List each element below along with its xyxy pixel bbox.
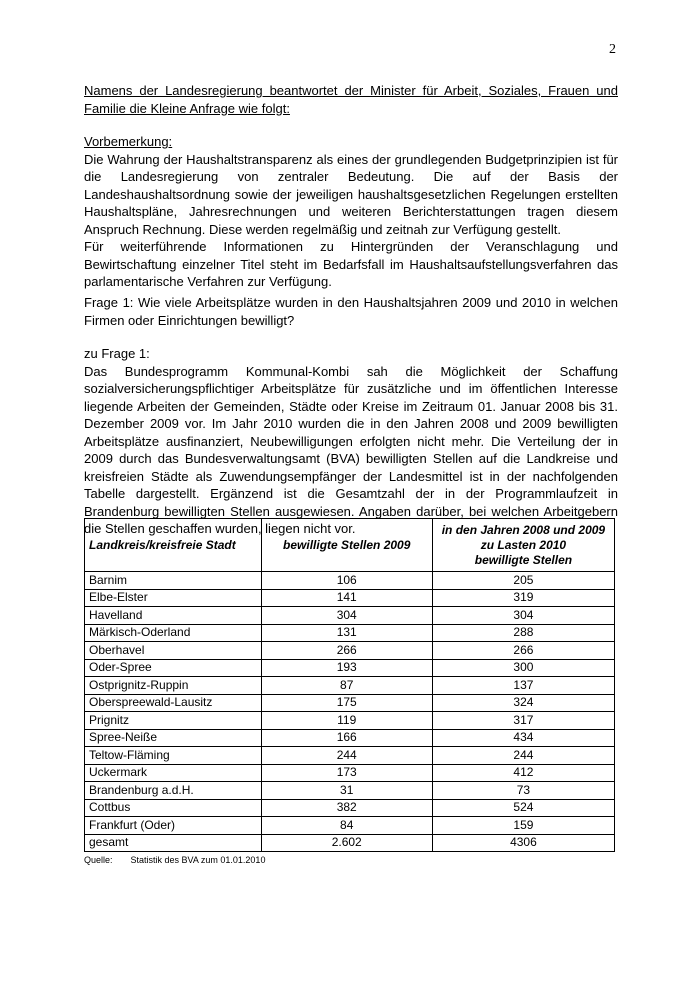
question-1: Frage 1: Wie viele Arbeitsplätze wurden in den Haushaltsjahren 2009 und 2010 in welchen Firmen oder Einrichtungen bewilligt? bbox=[84, 295, 618, 328]
cell-2009: 304 bbox=[261, 607, 432, 625]
header-total bbox=[432, 519, 614, 572]
cell-total: 319 bbox=[432, 589, 614, 607]
cell-district: Prignitz bbox=[85, 712, 262, 730]
table-row bbox=[85, 659, 615, 677]
cell-district: Ostprignitz-Ruppin bbox=[85, 677, 262, 695]
cell-2009: 106 bbox=[261, 572, 432, 590]
table-row bbox=[85, 817, 615, 835]
cell-total: 300 bbox=[432, 659, 614, 677]
cell-total: 137 bbox=[432, 677, 614, 695]
cell-total: 288 bbox=[432, 624, 614, 642]
page-number: 2 bbox=[609, 42, 616, 57]
cell-total: 4306 bbox=[432, 834, 614, 852]
cell-2009: 166 bbox=[261, 729, 432, 747]
cell-2009: 266 bbox=[261, 642, 432, 660]
cell-total: 244 bbox=[432, 747, 614, 765]
table-row bbox=[85, 712, 615, 730]
answer-1-text: Das Bundesprogramm Kommunal-Kombi sah die Möglichkeit der Schaffung sozialversicherungspflichtiger Arbeitsplätze für zusätzliche und im öffentlichen Interesse liegende Arbeiten der Gemeinden, Städte oder Kreise im Zeitraum 01. Januar 2008 bis 31. Dezember 2009 vor. Im Jahr 2010 wurden die in den Jahren 2008 und 2009 bewilligten Arbeitsplätze ausfinanziert, Neubewilligungen erfolgten nicht mehr. Die Verteilung der in 2009 durch das Bundesverwaltungsamt (BVA) bewilligten Stellen auf die Landkreise und kreisfreien Städte als Zuwendungsempfänger der Landesmittel ist in der nachfolgenden Tabelle dargestellt. Ergänzend ist die Gesamtzahl der in der Programmlaufzeit in Brandenburg bewilligten Stellen ausgewiesen. Angaben darüber, bei welchen Arbeitgebern die Stellen geschaffen wurden, liegen nicht vor. bbox=[84, 363, 618, 536]
cell-total: 266 bbox=[432, 642, 614, 660]
table-row bbox=[85, 747, 615, 765]
cell-district: Oberspreewald-Lausitz bbox=[85, 694, 262, 712]
cell-2009: 175 bbox=[261, 694, 432, 712]
header-district: Landkreis/kreisfreie Stadt bbox=[85, 519, 262, 572]
header-2009: bewilligte Stellen 2009 bbox=[261, 519, 432, 572]
cell-district: Elbe-Elster bbox=[85, 589, 262, 607]
preliminary-paragraph-1: Die Wahrung der Haushaltstransparenz als eines der grundlegenden Budgetprinzipien ist für die Landesregierung von zentraler Bedeutung. Die auf der Basis der Landeshaushaltsordnung sowie der jeweiligen haushaltsgesetzlichen Regelungen erstellten Haushaltspläne, Jahresrechnungen und weiteren Berichterstattungen tragen diesem Anspruch Rechnung. Diese werden regelmäßig und zeitnah zur Verfügung gestellt. bbox=[84, 151, 618, 237]
header-total-line-2: zu Lasten 2010 bbox=[480, 537, 567, 552]
cell-2009: 84 bbox=[261, 817, 432, 835]
preliminary-paragraph-2: Für weiterführende Informationen zu Hintergründen der Veranschlagung und Bewirtschaftung einzelner Titel steht im Bedarfsfall im Haushaltsaufstellungsverfahren das parlamentarische Verfahren zur Verfügung. bbox=[84, 239, 618, 289]
table-row bbox=[85, 729, 615, 747]
cell-district: Märkisch-Oderland bbox=[85, 624, 262, 642]
header-total-line-1: in den Jahren 2008 und 2009 bbox=[441, 522, 606, 537]
cell-2009: 131 bbox=[261, 624, 432, 642]
cell-total: 412 bbox=[432, 764, 614, 782]
cell-total: 324 bbox=[432, 694, 614, 712]
table-row bbox=[85, 624, 615, 642]
cell-2009: 31 bbox=[261, 782, 432, 800]
cell-district: Uckermark bbox=[85, 764, 262, 782]
cell-district: Havelland bbox=[85, 607, 262, 625]
table-row bbox=[85, 764, 615, 782]
cell-total: 434 bbox=[432, 729, 614, 747]
header-total-line-3: bewilligte Stellen bbox=[474, 552, 573, 567]
cell-2009: 382 bbox=[261, 799, 432, 817]
cell-total: 73 bbox=[432, 782, 614, 800]
cell-2009: 119 bbox=[261, 712, 432, 730]
positions-table bbox=[84, 518, 615, 852]
cell-2009: 173 bbox=[261, 764, 432, 782]
source-note bbox=[84, 855, 283, 865]
cell-2009: 2.602 bbox=[261, 834, 432, 852]
table-row bbox=[85, 589, 615, 607]
table-header-row bbox=[85, 519, 615, 572]
cell-2009: 87 bbox=[261, 677, 432, 695]
table-row bbox=[85, 834, 615, 852]
cell-total: 317 bbox=[432, 712, 614, 730]
cell-total: 304 bbox=[432, 607, 614, 625]
cell-district: Teltow-Fläming bbox=[85, 747, 262, 765]
cell-2009: 244 bbox=[261, 747, 432, 765]
intro-statement: Namens der Landesregierung beantwortet der Minister für Arbeit, Soziales, Frauen und Familie die Kleine Anfrage wie folgt: bbox=[84, 83, 618, 116]
cell-2009: 193 bbox=[261, 659, 432, 677]
table-row bbox=[85, 799, 615, 817]
cell-2009: 141 bbox=[261, 589, 432, 607]
source-text: Statistik des BVA zum 01.01.2010 bbox=[130, 855, 266, 865]
cell-district: Brandenburg a.d.H. bbox=[85, 782, 262, 800]
table-row bbox=[85, 607, 615, 625]
preliminary-heading: Vorbemerkung: bbox=[84, 134, 173, 149]
table-row bbox=[85, 572, 615, 590]
table-row bbox=[85, 642, 615, 660]
cell-total: 205 bbox=[432, 572, 614, 590]
table-row bbox=[85, 694, 615, 712]
cell-district: Frankfurt (Oder) bbox=[85, 817, 262, 835]
preliminary-remark bbox=[84, 133, 618, 291]
cell-total: 159 bbox=[432, 817, 614, 835]
answer-1 bbox=[84, 345, 618, 538]
cell-district: Oder-Spree bbox=[85, 659, 262, 677]
source-label: Quelle: bbox=[84, 855, 113, 865]
table-row bbox=[85, 782, 615, 800]
cell-district: Cottbus bbox=[85, 799, 262, 817]
cell-district: Barnim bbox=[85, 572, 262, 590]
cell-district: gesamt bbox=[85, 834, 262, 852]
table-row bbox=[85, 677, 615, 695]
cell-district: Oberhavel bbox=[85, 642, 262, 660]
cell-total: 524 bbox=[432, 799, 614, 817]
table-body bbox=[85, 572, 615, 852]
cell-district: Spree-Neiße bbox=[85, 729, 262, 747]
answer-1-heading: zu Frage 1: bbox=[84, 346, 150, 361]
